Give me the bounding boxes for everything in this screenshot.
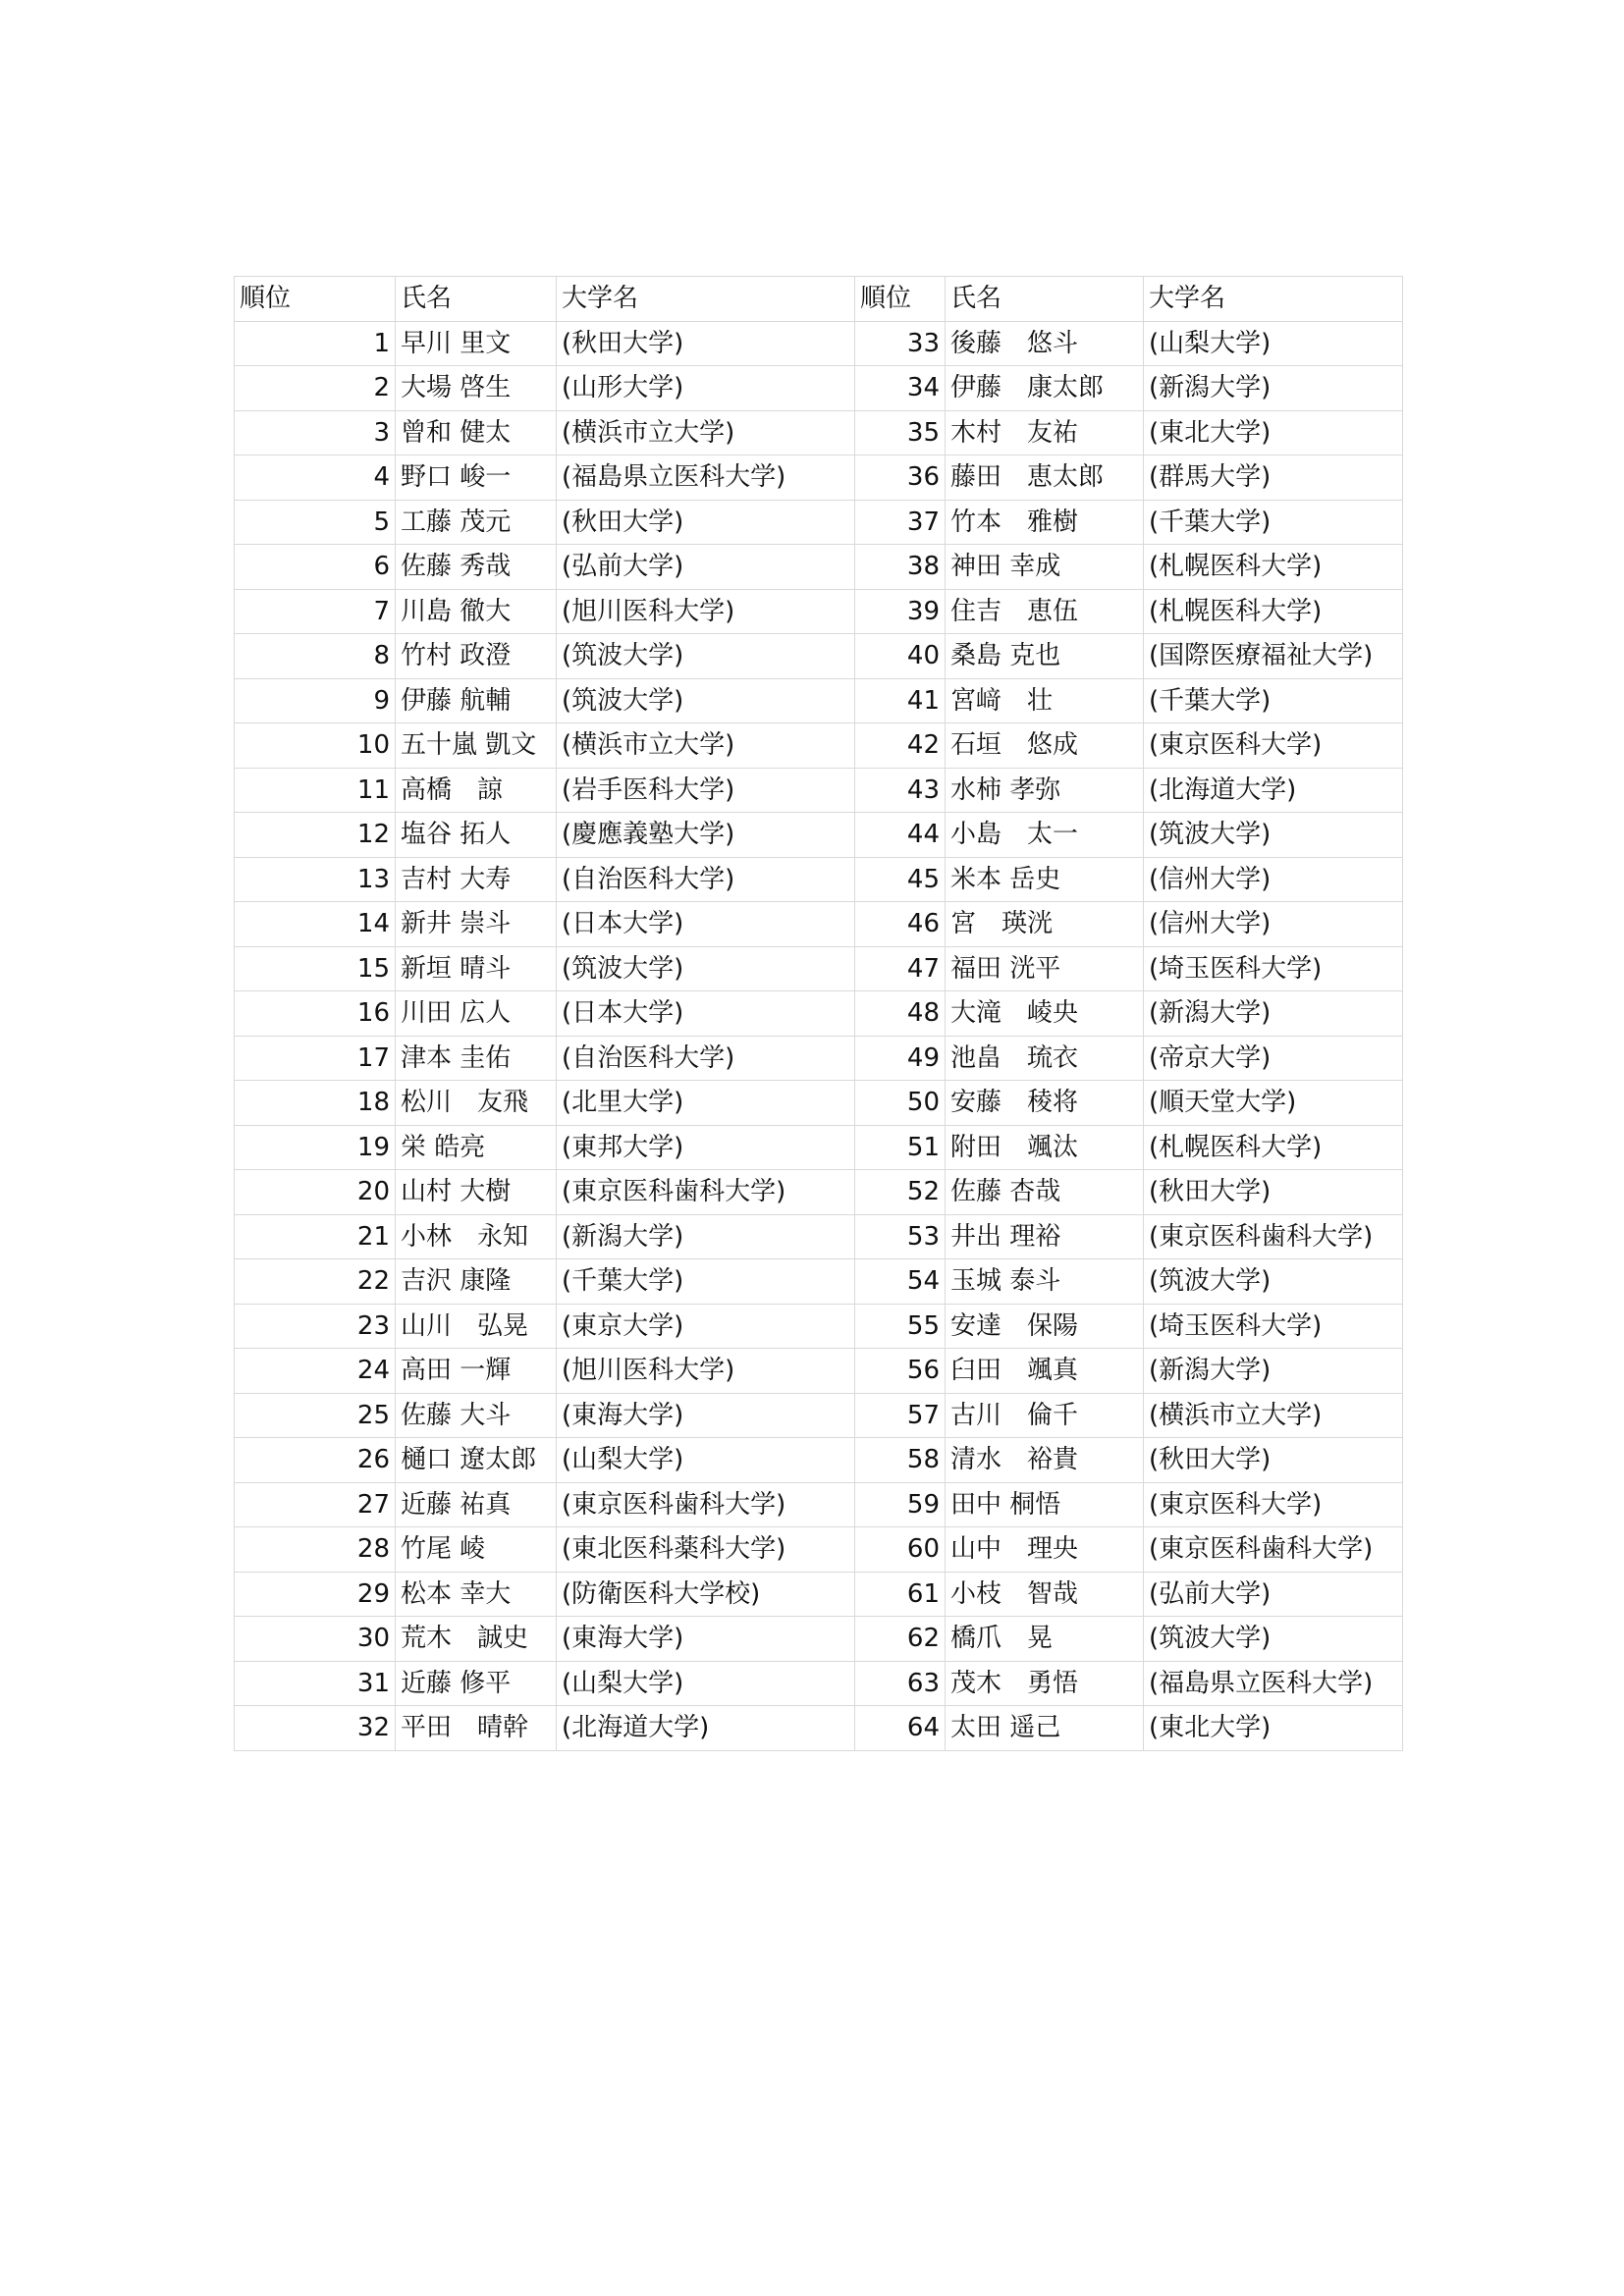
name-cell: 早川 里文 — [396, 321, 557, 366]
name-cell: 臼田 颯真 — [946, 1349, 1144, 1394]
name-cell: 神田 幸成 — [946, 545, 1144, 590]
rank-cell: 31 — [235, 1661, 396, 1706]
name-cell: 高橋 諒 — [396, 768, 557, 813]
table-row — [235, 1527, 1403, 1573]
table-row — [235, 1125, 1403, 1170]
university-cell: (山梨大学) — [1144, 321, 1403, 366]
name-cell: 伊藤 康太郎 — [946, 366, 1144, 411]
table-row — [235, 1304, 1403, 1349]
university-cell: (新潟大学) — [1144, 1349, 1403, 1394]
name-cell: 大場 啓生 — [396, 366, 557, 411]
table-row — [235, 991, 1403, 1037]
name-cell: 佐藤 大斗 — [396, 1393, 557, 1438]
name-cell: 野口 峻一 — [396, 455, 557, 501]
rank-cell: 41 — [855, 678, 946, 723]
rank-cell: 22 — [235, 1259, 396, 1305]
name-cell: 大滝 崚央 — [946, 991, 1144, 1037]
university-cell: (北海道大学) — [557, 1706, 855, 1751]
university-cell: (群馬大学) — [1144, 455, 1403, 501]
rank-cell: 52 — [855, 1170, 946, 1215]
table-row — [235, 1214, 1403, 1259]
rank-cell: 59 — [855, 1482, 946, 1527]
name-cell: 工藤 茂元 — [396, 500, 557, 545]
rank-cell: 56 — [855, 1349, 946, 1394]
header-name: 氏名 — [946, 277, 1144, 322]
name-cell: 水柿 孝弥 — [946, 768, 1144, 813]
rank-cell: 45 — [855, 857, 946, 902]
university-cell: (東京医科歯科大学) — [1144, 1527, 1403, 1573]
rank-cell: 28 — [235, 1527, 396, 1573]
header-rank: 順位 — [855, 277, 946, 322]
rank-cell: 2 — [235, 366, 396, 411]
rank-cell: 15 — [235, 946, 396, 991]
university-cell: (東北大学) — [1144, 1706, 1403, 1751]
university-cell: (北里大学) — [557, 1081, 855, 1126]
name-cell: 栄 皓亮 — [396, 1125, 557, 1170]
table-row — [235, 634, 1403, 679]
name-cell: 井出 理裕 — [946, 1214, 1144, 1259]
table-row — [235, 1036, 1403, 1081]
university-cell: (新潟大学) — [1144, 366, 1403, 411]
table-row — [235, 500, 1403, 545]
rank-cell: 32 — [235, 1706, 396, 1751]
rank-cell: 47 — [855, 946, 946, 991]
university-cell: (山梨大学) — [557, 1438, 855, 1483]
table-row — [235, 1081, 1403, 1126]
rank-cell: 49 — [855, 1036, 946, 1081]
university-cell: (帝京大学) — [1144, 1036, 1403, 1081]
name-cell: 附田 颯汰 — [946, 1125, 1144, 1170]
name-cell: 近藤 修平 — [396, 1661, 557, 1706]
university-cell: (東京医科歯科大学) — [1144, 1214, 1403, 1259]
name-cell: 竹尾 崚 — [396, 1527, 557, 1573]
university-cell: (新潟大学) — [557, 1214, 855, 1259]
name-cell: 新井 崇斗 — [396, 902, 557, 947]
header-row — [235, 277, 1403, 322]
name-cell: 川田 広人 — [396, 991, 557, 1037]
university-cell: (札幌医科大学) — [1144, 1125, 1403, 1170]
header-name: 氏名 — [396, 277, 557, 322]
name-cell: 池畠 琉衣 — [946, 1036, 1144, 1081]
table-row — [235, 1393, 1403, 1438]
university-cell: (筑波大学) — [1144, 1259, 1403, 1305]
university-cell: (旭川医科大学) — [557, 1349, 855, 1394]
rank-cell: 58 — [855, 1438, 946, 1483]
name-cell: 山川 弘晃 — [396, 1304, 557, 1349]
name-cell: 橋爪 晃 — [946, 1617, 1144, 1662]
rank-cell: 1 — [235, 321, 396, 366]
rank-cell: 39 — [855, 589, 946, 634]
rank-cell: 55 — [855, 1304, 946, 1349]
name-cell: 宮 瑛洸 — [946, 902, 1144, 947]
university-cell: (東京大学) — [557, 1304, 855, 1349]
rank-cell: 50 — [855, 1081, 946, 1126]
university-cell: (千葉大学) — [1144, 500, 1403, 545]
name-cell: 佐藤 杏哉 — [946, 1170, 1144, 1215]
rank-cell: 62 — [855, 1617, 946, 1662]
rank-cell: 10 — [235, 723, 396, 769]
name-cell: 住吉 恵伍 — [946, 589, 1144, 634]
name-cell: 古川 倫千 — [946, 1393, 1144, 1438]
university-cell: (国際医療福祉大学) — [1144, 634, 1403, 679]
rank-cell: 48 — [855, 991, 946, 1037]
university-cell: (信州大学) — [1144, 857, 1403, 902]
name-cell: 太田 遥己 — [946, 1706, 1144, 1751]
university-cell: (東京医科大学) — [1144, 723, 1403, 769]
table-row — [235, 1617, 1403, 1662]
university-cell: (弘前大学) — [557, 545, 855, 590]
university-cell: (福島県立医科大学) — [1144, 1661, 1403, 1706]
table-row — [235, 1438, 1403, 1483]
rank-cell: 51 — [855, 1125, 946, 1170]
name-cell: 福田 洸平 — [946, 946, 1144, 991]
rank-cell: 63 — [855, 1661, 946, 1706]
rank-cell: 33 — [855, 321, 946, 366]
name-cell: 松本 幸大 — [396, 1572, 557, 1617]
university-cell: (自治医科大学) — [557, 1036, 855, 1081]
rank-cell: 6 — [235, 545, 396, 590]
rank-cell: 11 — [235, 768, 396, 813]
rank-cell: 37 — [855, 500, 946, 545]
table-row — [235, 1170, 1403, 1215]
rank-cell: 27 — [235, 1482, 396, 1527]
name-cell: 松川 友飛 — [396, 1081, 557, 1126]
table-row — [235, 1259, 1403, 1305]
table-row — [235, 589, 1403, 634]
university-cell: (岩手医科大学) — [557, 768, 855, 813]
university-cell: (横浜市立大学) — [557, 723, 855, 769]
university-cell: (東海大学) — [557, 1393, 855, 1438]
university-cell: (千葉大学) — [557, 1259, 855, 1305]
university-cell: (山形大学) — [557, 366, 855, 411]
university-cell: (千葉大学) — [1144, 678, 1403, 723]
name-cell: 高田 一輝 — [396, 1349, 557, 1394]
university-cell: (埼玉医科大学) — [1144, 1304, 1403, 1349]
table-row — [235, 946, 1403, 991]
name-cell: 荒木 誠史 — [396, 1617, 557, 1662]
table-row — [235, 410, 1403, 455]
university-cell: (札幌医科大学) — [1144, 589, 1403, 634]
rank-cell: 44 — [855, 813, 946, 858]
university-cell: (筑波大学) — [557, 946, 855, 991]
university-cell: (東京医科大学) — [1144, 1482, 1403, 1527]
rank-cell: 5 — [235, 500, 396, 545]
name-cell: 五十嵐 凱文 — [396, 723, 557, 769]
name-cell: 塩谷 拓人 — [396, 813, 557, 858]
table-row — [235, 1482, 1403, 1527]
university-cell: (慶應義塾大学) — [557, 813, 855, 858]
university-cell: (東海大学) — [557, 1617, 855, 1662]
university-cell: (旭川医科大学) — [557, 589, 855, 634]
rank-cell: 14 — [235, 902, 396, 947]
header-university: 大学名 — [1144, 277, 1403, 322]
university-cell: (東京医科歯科大学) — [557, 1170, 855, 1215]
rank-cell: 12 — [235, 813, 396, 858]
name-cell: 木村 友祐 — [946, 410, 1144, 455]
name-cell: 新垣 晴斗 — [396, 946, 557, 991]
rank-cell: 35 — [855, 410, 946, 455]
rank-cell: 3 — [235, 410, 396, 455]
table-row — [235, 902, 1403, 947]
rank-cell: 8 — [235, 634, 396, 679]
university-cell: (防衛医科大学校) — [557, 1572, 855, 1617]
name-cell: 藤田 恵太郎 — [946, 455, 1144, 501]
rank-cell: 34 — [855, 366, 946, 411]
university-cell: (筑波大学) — [1144, 813, 1403, 858]
university-cell: (秋田大学) — [557, 500, 855, 545]
rank-cell: 36 — [855, 455, 946, 501]
university-cell: (筑波大学) — [557, 634, 855, 679]
rank-cell: 42 — [855, 723, 946, 769]
header-rank: 順位 — [235, 277, 396, 322]
university-cell: (筑波大学) — [1144, 1617, 1403, 1662]
university-cell: (秋田大学) — [1144, 1438, 1403, 1483]
university-cell: (福島県立医科大学) — [557, 455, 855, 501]
university-cell: (東北大学) — [1144, 410, 1403, 455]
university-cell: (東邦大学) — [557, 1125, 855, 1170]
university-cell: (横浜市立大学) — [557, 410, 855, 455]
rank-cell: 17 — [235, 1036, 396, 1081]
name-cell: 安藤 稜将 — [946, 1081, 1144, 1126]
rank-cell: 26 — [235, 1438, 396, 1483]
rank-cell: 7 — [235, 589, 396, 634]
university-cell: (日本大学) — [557, 902, 855, 947]
rank-cell: 9 — [235, 678, 396, 723]
name-cell: 曾和 健太 — [396, 410, 557, 455]
rank-cell: 13 — [235, 857, 396, 902]
table-row — [235, 1706, 1403, 1751]
rank-cell: 64 — [855, 1706, 946, 1751]
name-cell: 樋口 遼太郎 — [396, 1438, 557, 1483]
name-cell: 小枝 智哉 — [946, 1572, 1144, 1617]
name-cell: 津本 圭佑 — [396, 1036, 557, 1081]
table-row — [235, 1661, 1403, 1706]
rank-cell: 54 — [855, 1259, 946, 1305]
name-cell: 平田 晴幹 — [396, 1706, 557, 1751]
rank-cell: 40 — [855, 634, 946, 679]
university-cell: (山梨大学) — [557, 1661, 855, 1706]
university-cell: (自治医科大学) — [557, 857, 855, 902]
name-cell: 近藤 祐真 — [396, 1482, 557, 1527]
name-cell: 竹本 雅樹 — [946, 500, 1144, 545]
rank-cell: 43 — [855, 768, 946, 813]
table-row — [235, 723, 1403, 769]
rank-cell: 24 — [235, 1349, 396, 1394]
table-row — [235, 1349, 1403, 1394]
table-row — [235, 1572, 1403, 1617]
university-cell: (東京医科歯科大学) — [557, 1482, 855, 1527]
rank-cell: 20 — [235, 1170, 396, 1215]
name-cell: 石垣 悠成 — [946, 723, 1144, 769]
rank-cell: 61 — [855, 1572, 946, 1617]
name-cell: 川島 徹大 — [396, 589, 557, 634]
header-university: 大学名 — [557, 277, 855, 322]
table-row — [235, 545, 1403, 590]
name-cell: 小島 太一 — [946, 813, 1144, 858]
rank-cell: 16 — [235, 991, 396, 1037]
name-cell: 茂木 勇悟 — [946, 1661, 1144, 1706]
university-cell: (日本大学) — [557, 991, 855, 1037]
name-cell: 吉沢 康隆 — [396, 1259, 557, 1305]
table-row — [235, 813, 1403, 858]
university-cell: (筑波大学) — [557, 678, 855, 723]
rank-cell: 4 — [235, 455, 396, 501]
rank-cell: 18 — [235, 1081, 396, 1126]
university-cell: (弘前大学) — [1144, 1572, 1403, 1617]
table-row — [235, 366, 1403, 411]
university-cell: (秋田大学) — [1144, 1170, 1403, 1215]
table-row — [235, 857, 1403, 902]
name-cell: 吉村 大寿 — [396, 857, 557, 902]
rank-cell: 25 — [235, 1393, 396, 1438]
rank-cell: 53 — [855, 1214, 946, 1259]
name-cell: 佐藤 秀哉 — [396, 545, 557, 590]
name-cell: 竹村 政澄 — [396, 634, 557, 679]
university-cell: (北海道大学) — [1144, 768, 1403, 813]
rank-cell: 21 — [235, 1214, 396, 1259]
name-cell: 後藤 悠斗 — [946, 321, 1144, 366]
name-cell: 玉城 泰斗 — [946, 1259, 1144, 1305]
rank-cell: 23 — [235, 1304, 396, 1349]
ranking-body — [235, 321, 1403, 1750]
table-row — [235, 768, 1403, 813]
table-row — [235, 455, 1403, 501]
ranking-table — [234, 276, 1403, 1751]
name-cell: 清水 裕貴 — [946, 1438, 1144, 1483]
name-cell: 山村 大樹 — [396, 1170, 557, 1215]
table-row — [235, 321, 1403, 366]
name-cell: 安達 保陽 — [946, 1304, 1144, 1349]
name-cell: 桑島 克也 — [946, 634, 1144, 679]
university-cell: (横浜市立大学) — [1144, 1393, 1403, 1438]
rank-cell: 46 — [855, 902, 946, 947]
university-cell: (新潟大学) — [1144, 991, 1403, 1037]
name-cell: 伊藤 航輔 — [396, 678, 557, 723]
name-cell: 宮﨑 壮 — [946, 678, 1144, 723]
university-cell: (札幌医科大学) — [1144, 545, 1403, 590]
rank-cell: 29 — [235, 1572, 396, 1617]
table-row — [235, 678, 1403, 723]
name-cell: 米本 岳史 — [946, 857, 1144, 902]
name-cell: 山中 理央 — [946, 1527, 1144, 1573]
rank-cell: 57 — [855, 1393, 946, 1438]
name-cell: 小林 永知 — [396, 1214, 557, 1259]
rank-cell: 30 — [235, 1617, 396, 1662]
name-cell: 田中 桐悟 — [946, 1482, 1144, 1527]
rank-cell: 38 — [855, 545, 946, 590]
rank-cell: 19 — [235, 1125, 396, 1170]
university-cell: (埼玉医科大学) — [1144, 946, 1403, 991]
university-cell: (秋田大学) — [557, 321, 855, 366]
rank-cell: 60 — [855, 1527, 946, 1573]
university-cell: (順天堂大学) — [1144, 1081, 1403, 1126]
ranking-sheet — [234, 276, 1403, 1751]
university-cell: (東北医科薬科大学) — [557, 1527, 855, 1573]
university-cell: (信州大学) — [1144, 902, 1403, 947]
